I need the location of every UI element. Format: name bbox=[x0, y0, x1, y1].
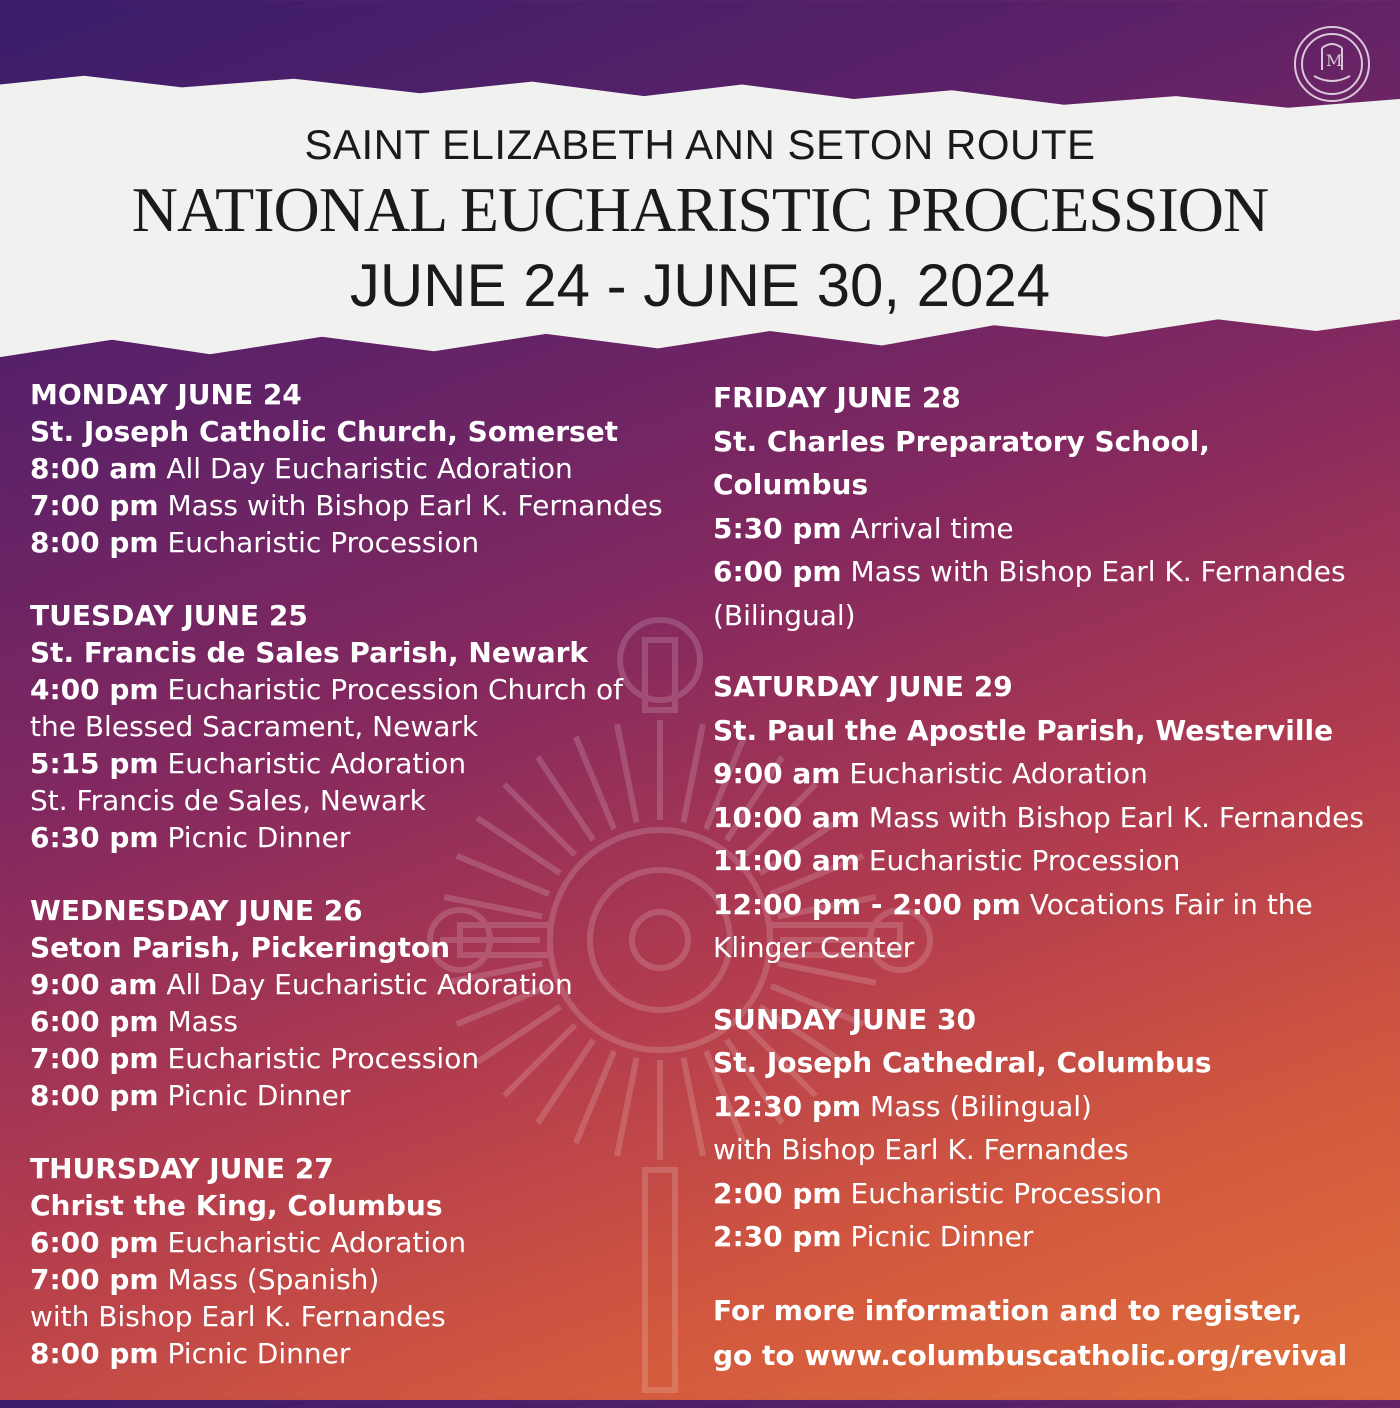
event-dates: JUNE 24 - JUNE 30, 2024 bbox=[349, 252, 1051, 319]
schedule-item bbox=[30, 782, 690, 819]
schedule-description: Mass (Bilingual) bbox=[861, 1089, 1092, 1123]
schedule-item bbox=[30, 1261, 690, 1298]
schedule-time: 4:00 pm bbox=[30, 673, 159, 706]
day-block bbox=[30, 892, 690, 1114]
schedule-description: the Blessed Sacrament, Newark bbox=[30, 710, 479, 743]
schedule-time: 8:00 am bbox=[30, 452, 158, 485]
schedule-time: 6:00 pm bbox=[713, 555, 842, 588]
schedule-description: Eucharistic Procession bbox=[158, 526, 480, 559]
schedule-time: 6:00 pm bbox=[30, 1005, 159, 1038]
schedule-left-column bbox=[30, 376, 690, 1408]
schedule-time: 7:00 pm bbox=[30, 1263, 159, 1296]
schedule-description: Mass bbox=[158, 1005, 239, 1038]
schedule-description: St. Francis de Sales, Newark bbox=[30, 784, 426, 817]
day-block bbox=[713, 665, 1373, 970]
day-block bbox=[30, 1150, 690, 1372]
schedule-description: Mass with Bishop Earl K. Fernandes bbox=[158, 489, 663, 522]
schedule-item bbox=[30, 450, 690, 487]
day-heading: SUNDAY JUNE 30 bbox=[713, 1002, 977, 1036]
venue-name: Christ the King, Columbus bbox=[30, 1189, 443, 1222]
schedule-time: 2:30 pm bbox=[713, 1220, 842, 1253]
schedule-description: Eucharistic Adoration bbox=[158, 1226, 467, 1259]
schedule-description: Mass (Spanish) bbox=[158, 1263, 380, 1296]
venue-name: Seton Parish, Pickerington bbox=[30, 931, 451, 964]
schedule-description: Picnic Dinner bbox=[841, 1220, 1034, 1253]
schedule-time: 9:00 am bbox=[30, 968, 158, 1001]
schedule-time: 8:00 pm bbox=[30, 526, 159, 559]
day-heading: TUESDAY JUNE 25 bbox=[30, 599, 308, 632]
schedule-description: with Bishop Earl K. Fernandes bbox=[30, 1300, 446, 1333]
schedule-time: 8:00 pm bbox=[30, 1079, 159, 1112]
schedule-time: 6:00 pm bbox=[30, 1226, 159, 1259]
schedule-item bbox=[713, 1215, 1373, 1259]
call-to-action bbox=[713, 1288, 1383, 1378]
schedule-time: 6:30 pm bbox=[30, 821, 159, 854]
schedule-item bbox=[30, 966, 690, 1003]
venue-name: St. Charles Preparatory School, Columbus bbox=[713, 424, 1210, 501]
schedule-description: Eucharistic Procession Church of bbox=[158, 673, 623, 706]
schedule-item bbox=[30, 524, 690, 561]
schedule-item bbox=[30, 1077, 690, 1114]
schedule-description: (Bilingual) bbox=[713, 598, 856, 632]
schedule-item bbox=[713, 796, 1373, 840]
schedule-item bbox=[713, 1172, 1373, 1216]
schedule-description: All Day Eucharistic Adoration bbox=[157, 452, 573, 485]
day-heading: WEDNESDAY JUNE 26 bbox=[30, 894, 363, 927]
schedule-description: Eucharistic Adoration bbox=[840, 757, 1148, 790]
schedule-description: Eucharistic Procession bbox=[841, 1176, 1163, 1210]
schedule-description: Eucharistic Procession bbox=[859, 844, 1181, 877]
schedule-item bbox=[713, 752, 1373, 796]
schedule-right-column bbox=[713, 376, 1373, 1287]
schedule-description: Mass with Bishop Earl K. Fernandes bbox=[859, 800, 1364, 834]
schedule-item bbox=[30, 487, 690, 524]
schedule-item bbox=[713, 926, 1373, 970]
schedule-item bbox=[30, 1040, 690, 1077]
schedule-description: Eucharistic Adoration bbox=[158, 747, 467, 780]
schedule-time: 5:15 pm bbox=[30, 747, 159, 780]
schedule-item bbox=[30, 1298, 690, 1335]
schedule-time: 11:00 am bbox=[713, 844, 860, 877]
schedule-time: 7:00 pm bbox=[30, 1042, 159, 1075]
schedule-description: with Bishop Earl K. Fernandes bbox=[713, 1133, 1129, 1166]
logo-letter: M bbox=[1326, 51, 1343, 70]
schedule-item bbox=[713, 594, 1373, 638]
schedule-item bbox=[30, 819, 690, 856]
schedule-item bbox=[30, 1224, 690, 1261]
schedule-item bbox=[30, 745, 690, 782]
schedule-description: Picnic Dinner bbox=[158, 821, 351, 854]
schedule-item bbox=[30, 708, 690, 745]
schedule-time: 7:00 pm bbox=[30, 489, 159, 522]
venue-name: St. Francis de Sales Parish, Newark bbox=[30, 636, 589, 669]
day-heading: MONDAY JUNE 24 bbox=[30, 378, 302, 411]
day-block bbox=[713, 998, 1373, 1259]
schedule-description: Eucharistic Procession bbox=[158, 1042, 480, 1075]
schedule-item bbox=[713, 550, 1373, 594]
day-block bbox=[30, 376, 690, 561]
schedule-item bbox=[30, 1335, 690, 1372]
schedule-item bbox=[713, 839, 1373, 883]
schedule-description: Picnic Dinner bbox=[158, 1337, 351, 1370]
header bbox=[0, 118, 1400, 324]
schedule-description: Vocations Fair in the bbox=[1020, 887, 1313, 921]
schedule-item bbox=[713, 1085, 1373, 1129]
event-title: NATIONAL EUCHARISTIC PROCESSION bbox=[131, 174, 1269, 245]
diocese-seal-icon bbox=[1292, 24, 1372, 104]
day-block bbox=[30, 597, 690, 856]
day-heading: THURSDAY JUNE 27 bbox=[30, 1152, 334, 1185]
day-heading: FRIDAY JUNE 28 bbox=[713, 381, 961, 414]
schedule-description: Picnic Dinner bbox=[158, 1079, 351, 1112]
schedule-time: 12:00 pm - 2:00 pm bbox=[713, 887, 1021, 921]
schedule-item bbox=[30, 1003, 690, 1040]
venue-name: St. Paul the Apostle Parish, Westerville bbox=[713, 713, 1334, 747]
schedule-item bbox=[713, 883, 1373, 927]
schedule-time: 8:00 pm bbox=[30, 1337, 159, 1370]
day-block bbox=[713, 376, 1373, 637]
schedule-description: Mass with Bishop Earl K. Fernandes bbox=[841, 555, 1346, 588]
schedule-time: 2:00 pm bbox=[713, 1176, 842, 1210]
schedule-description: All Day Eucharistic Adoration bbox=[157, 968, 573, 1001]
cta-line-1: For more information and to register, bbox=[713, 1294, 1303, 1327]
schedule-time: 9:00 am bbox=[713, 757, 841, 790]
schedule-time: 12:30 pm bbox=[713, 1089, 862, 1123]
schedule-item bbox=[713, 1128, 1373, 1172]
schedule-description: Klinger Center bbox=[713, 931, 915, 964]
day-heading: SATURDAY JUNE 29 bbox=[713, 670, 1013, 703]
venue-name: St. Joseph Catholic Church, Somerset bbox=[30, 415, 619, 448]
schedule-item bbox=[30, 671, 690, 708]
schedule-time: 10:00 am bbox=[713, 800, 860, 834]
cta-link[interactable]: go to www.columbuscatholic.org/revival bbox=[713, 1339, 1348, 1372]
venue-name: St. Joseph Cathedral, Columbus bbox=[713, 1046, 1212, 1079]
schedule-description: Arrival time bbox=[841, 511, 1014, 545]
schedule-item bbox=[713, 507, 1373, 551]
route-title: SAINT ELIZABETH ANN SETON ROUTE bbox=[304, 121, 1096, 168]
schedule-time: 5:30 pm bbox=[713, 511, 842, 545]
